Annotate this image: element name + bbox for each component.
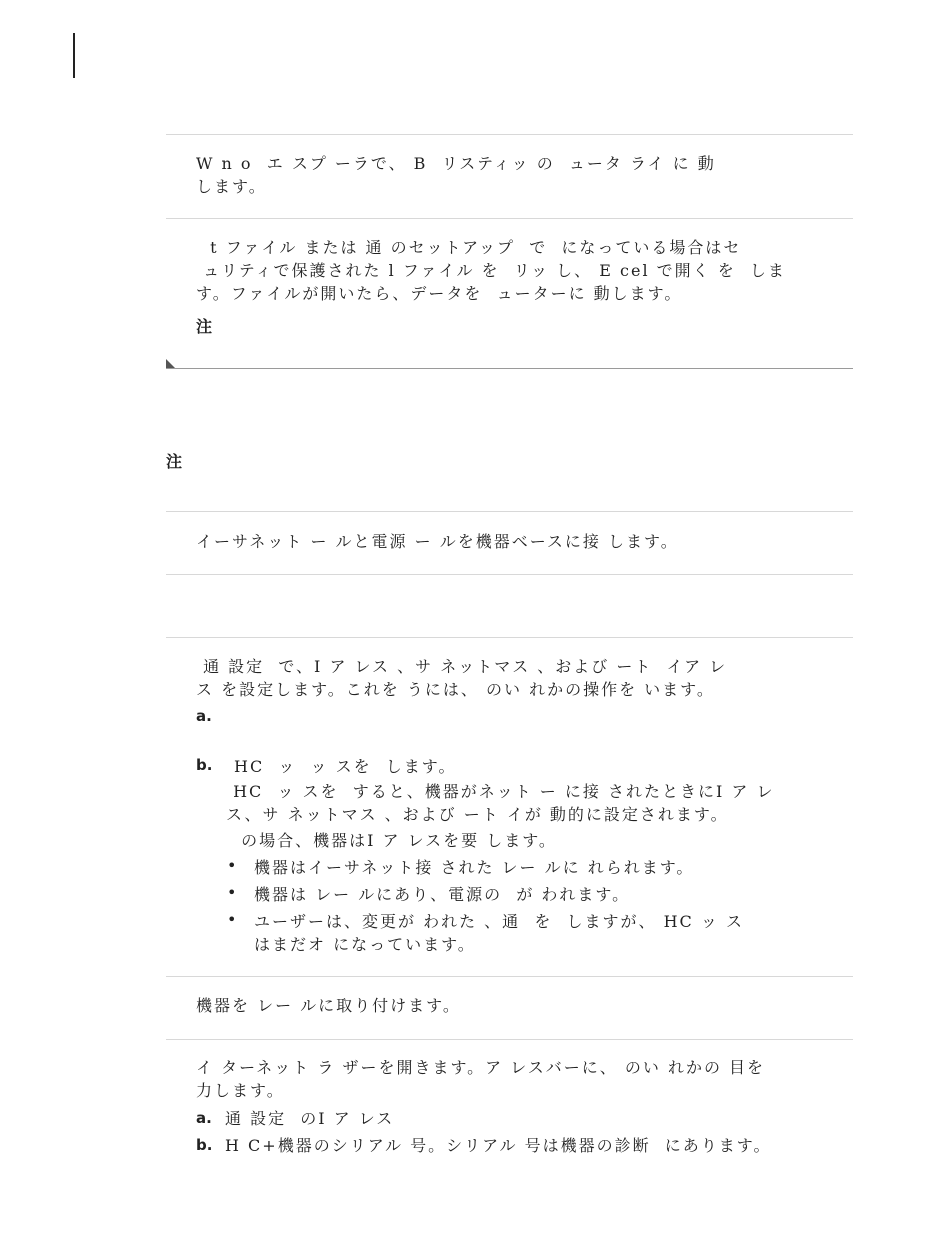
bullet-dot: • [227,910,237,929]
table-corner-mark [166,359,175,368]
section-divider [166,976,853,977]
step-paragraph: t ファイル または 通 のセットアップ で になっている場合はセ ュリティで保護された l ファイル を リッ し、 E cel で開く を しま す。ファイルが開いたら、データを ューターに 動します。 [196,238,786,303]
bullet-item: 機器は レー ルにあり、電源の が われます。 [254,885,631,904]
step-paragraph: W n o エ スプ ーラで、 B リスティッ の ュータ ライ に 動 します。 [196,154,716,196]
step-paragraph: 通 設定 で、I ア レス 、サ ネットマス 、および ート イア レ ス を設定します。これを うには、 のい れかの操作を います。 [196,657,728,699]
bullet-item: 機器はイーサネット接 された レー ルに れられます。 [254,858,695,877]
section-divider [166,134,853,135]
option-b-text: H C+機器のシリアル 号。シリアル 号は機器の診断 にあります。 [225,1136,772,1155]
section-divider [166,218,853,219]
list-marker-a: a. [196,707,212,725]
option-b-text: HC ッ ッ スを します。 [234,757,457,776]
bullet-dot: • [227,883,237,902]
note-label: 注 [196,317,213,336]
note-label: 注 [166,452,183,471]
section-divider [166,637,853,638]
list-marker-a: a. [196,1109,212,1127]
option-b-detail: HC ッ スを すると、機器がネット ー に接 されたときにI ア レ ス、サ ネットマス 、および ート イが 動的に設定されます。 [226,782,775,824]
change-bar [73,33,75,78]
section-divider [166,1039,853,1040]
option-a-text: 通 設定 のI ア レス [225,1109,395,1128]
case-line: の場合、機器はI ア レスを要 します。 [234,831,557,850]
step-paragraph: イーサネット ー ルと電源 ー ルを機器ベースに接 します。 [196,532,679,551]
step-paragraph: イ ターネット ラ ザーを開きます。ア レスバーに、 のい れかの 目を 力します。 [196,1058,766,1100]
bullet-dot: • [227,856,237,875]
list-marker-b: b. [196,1136,213,1154]
section-divider [166,511,853,512]
table-bottom-rule [166,368,853,369]
step-paragraph: 機器を レー ルに取り付けます。 [196,996,461,1015]
bullet-item: ユーザーは、変更が われた 、通 を しますが、 HC ッ ス はまだオ になっています。 [254,912,744,954]
list-marker-b: b. [196,756,213,774]
section-divider [166,574,853,575]
